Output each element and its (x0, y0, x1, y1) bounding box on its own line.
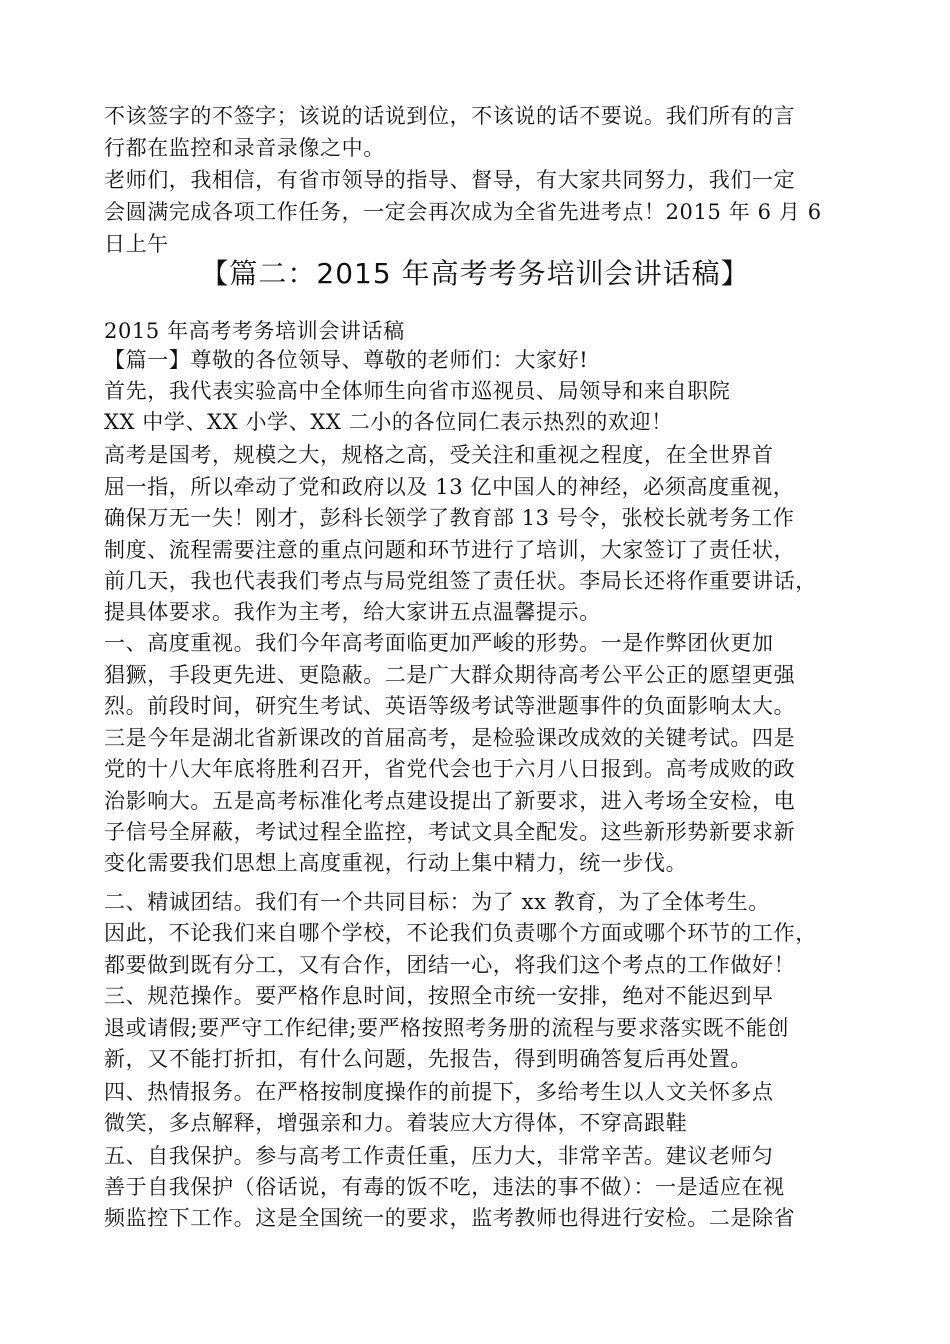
text-line: 【篇一】尊敬的各位领导、尊敬的老师们：大家好! (104, 348, 589, 372)
text-line: 治影响大。五是高考标准化考点建设提出了新要求，进入考场全安检，电 (104, 789, 796, 813)
text-line: 一、高度重视。我们今年高考面临更加严峻的形势。一是作弊团伙更加 (104, 631, 774, 655)
text-line: 制度、流程需要注意的重点问题和环节进行了培训，大家签订了责任状， (104, 538, 796, 562)
text-line: 都要做到既有分工，又有合作，团结一心，将我们这个考点的工作做好！ (104, 953, 796, 977)
text-line: 老师们，我相信，有省市领导的指导、督导，有大家共同努力，我们一定 (104, 168, 796, 192)
text-line: 提具体要求。我作为主考，给大家讲五点温馨提示。 (104, 600, 601, 624)
text-line: 善于自我保护（俗话说，有毒的饭不吃，违法的事不做）：一是适应在视 (104, 1175, 785, 1199)
text-line: 不该签字的不签字；该说的话说到位，不该说的话不要说。我们所有的言 (104, 104, 796, 128)
text-line: 微笑，多点解释，增强亲和力。着装应大方得体，不穿高跟鞋 (104, 1111, 688, 1135)
section-title: 【篇二：2015 年高考考务培训会讲话稿】 (200, 257, 750, 290)
text-line: 前几天，我也代表我们考点与局党组签了责任状。李局长还将作重要讲话， (104, 569, 817, 593)
text-line: 烈。前段时间，研究生考试、英语等级考试等泄题事件的负面影响太大。 (104, 694, 796, 718)
text-line: 猖獗，手段更先进、更隐蔽。二是广大群众期待高考公平公正的愿望更强 (104, 663, 796, 687)
text-line: XX 中学、XX 小学、XX 二小的各位同仁表示热烈的欢迎！ (104, 410, 673, 434)
text-line: 二、精诚团结。我们有一个共同目标：为了 xx 教育，为了全体考生。 (104, 890, 770, 914)
text-line: 频监控下工作。这是全国统一的要求，监考教师也得进行安检。二是除省 (104, 1206, 796, 1230)
text-line: 五、自我保护。参与高考工作责任重，压力大，非常辛苦。建议老师匀 (104, 1144, 774, 1168)
text-line: 屈一指，所以牵动了党和政府以及 13 亿中国人的神经，必须高度重视， (104, 475, 795, 499)
text-line: 三是今年是湖北省新课改的首届高考，是检验课改成效的关键考试。四是 (104, 726, 796, 750)
text-line: 2015 年高考考务培训会讲话稿 (104, 319, 405, 343)
text-line: 行都在监控和录音录像之中。 (104, 136, 385, 160)
text-line: 因此，不论我们来自哪个学校，不论我们负责哪个方面或哪个环节的工作， (104, 921, 817, 945)
text-line: 变化需要我们思想上高度重视，行动上集中精力，统一步伐。 (104, 851, 688, 875)
text-line: 确保万无一失！刚才，彭科长领学了教育部 13 号令，张校长就考务工作 (104, 506, 795, 530)
text-line: 子信号全屏蔽，考试过程全监控，考试文具全配发。这些新形势新要求新 (104, 820, 796, 844)
text-line: 高考是国考，规模之大，规格之高，受关注和重视之程度，在全世界首 (104, 443, 774, 467)
text-line: 三、规范操作。要严格作息时间，按照全市统一安排，绝对不能迟到早 (104, 984, 774, 1008)
text-line: 党的十八大年底将胜利召开，省党代会也于六月八日报到。高考成败的政 (104, 757, 796, 781)
text-line: 日上午 (104, 232, 169, 256)
text-line: 四、热情报务。在严格按制度操作的前提下，多给考生以人文关怀多点 (104, 1080, 774, 1104)
text-line: 新，又不能打折扣，有什么问题，先报告，得到明确答复后再处置。 (104, 1047, 752, 1071)
text-line: 退或请假;要严守工作纪律;要严格按照考务册的流程与要求落实既不能创 (104, 1016, 789, 1040)
text-line: 首先，我代表实验高中全体师生向省市巡视员、局领导和来自职院 (104, 379, 731, 403)
text-line: 会圆满完成各项工作任务，一定会再次成为全省先进考点！2015 年 6 月 6 (104, 200, 822, 224)
